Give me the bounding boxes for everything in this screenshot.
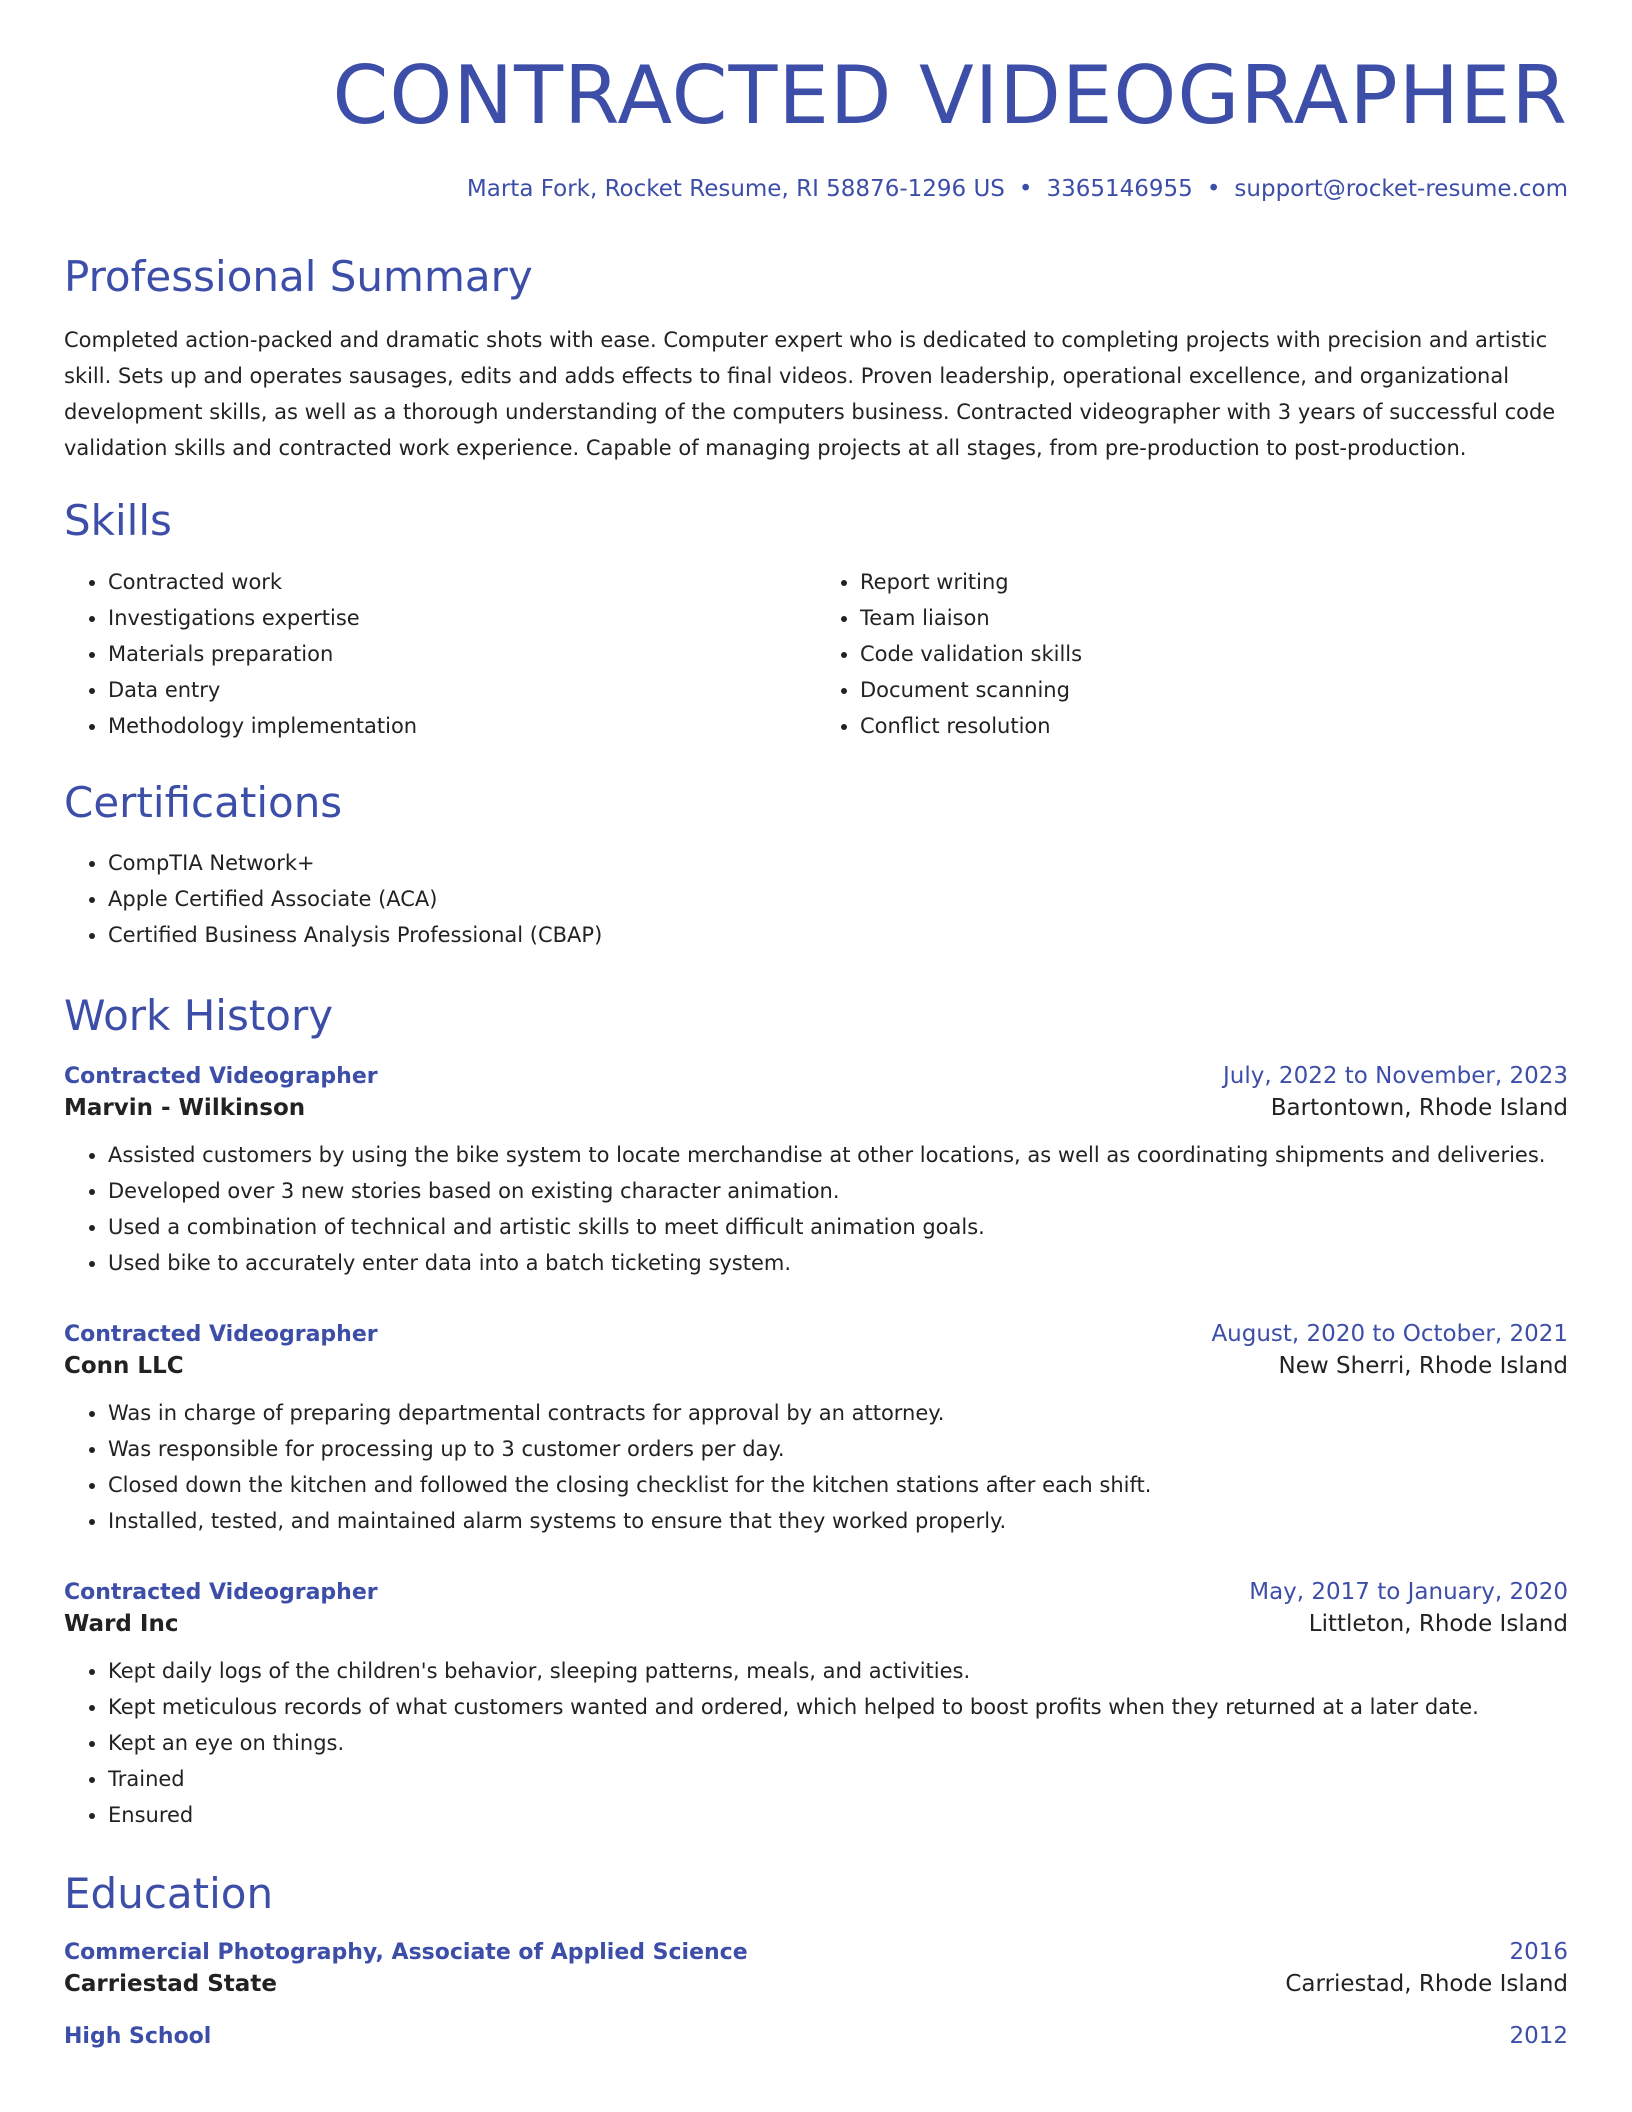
skill-item: • Report writing xyxy=(860,564,1568,600)
contact-address: Marta Fork, Rocket Resume, RI 58876-1296 US xyxy=(466,176,1005,202)
job-bullet: • Kept daily logs of the children's behavior, sleeping patterns, meals, and activities. xyxy=(108,1653,1568,1689)
job-title: Contracted Videographer xyxy=(64,1579,378,1605)
skill-item: • Code validation skills xyxy=(860,636,1568,672)
education-school-row xyxy=(64,1971,1568,1997)
summary-section xyxy=(64,254,1568,466)
job-location: Bartontown, Rhode Island xyxy=(1270,1094,1568,1121)
job-title: Contracted Videographer xyxy=(64,1063,378,1089)
skill-item: • Document scanning xyxy=(860,672,1568,708)
job-bullets xyxy=(64,1137,1568,1281)
certifications-heading: Certifications xyxy=(64,778,343,828)
education-school: Carriestad State xyxy=(64,1970,277,1997)
skill-item: • Materials preparation xyxy=(108,636,816,672)
skills-section xyxy=(64,498,1568,744)
job-bullet: • Trained xyxy=(108,1761,1568,1797)
job-title: Contracted Videographer xyxy=(64,1321,378,1347)
job-company-row xyxy=(64,1611,1568,1637)
skills-right-list xyxy=(816,564,1568,744)
education-year: 2012 xyxy=(1509,2022,1568,2049)
skill-item: • Conflict resolution xyxy=(860,708,1568,744)
job-bullet: • Kept meticulous records of what customers wanted and ordered, which helped to boost profits when they returned at a later date. xyxy=(108,1689,1568,1725)
job-header-row xyxy=(64,1579,1568,1605)
contact-separator: • xyxy=(1018,176,1033,202)
job-company: Ward Inc xyxy=(64,1610,179,1637)
job-location: New Sherri, Rhode Island xyxy=(1278,1352,1568,1379)
skill-item: • Data entry xyxy=(108,672,816,708)
contact-line xyxy=(64,176,1568,202)
job-dates: August, 2020 to October, 2021 xyxy=(1211,1320,1568,1347)
resume-header xyxy=(64,0,1568,202)
certifications-section xyxy=(64,780,1568,952)
skill-item: • Investigations expertise xyxy=(108,600,816,636)
education-location: Carriestad, Rhode Island xyxy=(1285,1970,1568,1997)
job-bullets xyxy=(64,1653,1568,1833)
job-header-row xyxy=(64,1321,1568,1347)
education-year: 2016 xyxy=(1509,1938,1568,1965)
job-bullet: • Developed over 3 new stories based on existing character animation. xyxy=(108,1173,1568,1209)
summary-text: Completed action-packed and dramatic shots with ease. Computer expert who is dedicated to completing projects with precision and artistic skill. Sets up and operates sausages, edits and adds effects to final videos. Proven leadership, operational excellence, and organizational development skills, as well as a thorough understanding of the computers business. Contracted videographer with 3 years of successful code validation skills and contracted work experience. Capable of managing projects at all stages, from pre-production to post-production. xyxy=(64,328,1556,461)
contact-separator: • xyxy=(1206,176,1221,202)
education-header-row xyxy=(64,1939,1568,1965)
skill-item: • Methodology implementation xyxy=(108,708,816,744)
job-entry xyxy=(64,1579,1568,1833)
job-bullet: • Ensured xyxy=(108,1797,1568,1833)
job-dates: July, 2022 to November, 2023 xyxy=(1222,1062,1568,1089)
job-entry xyxy=(64,1063,1568,1281)
job-bullet: • Assisted customers by using the bike system to locate merchandise at other locations, as well as coordinating shipments and deliveries. xyxy=(108,1137,1568,1173)
certification-item: • Certified Business Analysis Professional (CBAP) xyxy=(108,917,1568,953)
job-bullet: • Was responsible for processing up to 3 customer orders per day. xyxy=(108,1431,1568,1467)
job-entry xyxy=(64,1321,1568,1539)
job-bullet: • Used a combination of technical and artistic skills to meet difficult animation goals. xyxy=(108,1209,1568,1245)
certification-item: • CompTIA Network+ xyxy=(108,845,1568,881)
education-heading: Education xyxy=(64,1868,274,1918)
job-bullet: • Was in charge of preparing departmental contracts for approval by an attorney. xyxy=(108,1395,1568,1431)
job-company-row xyxy=(64,1095,1568,1121)
education-degree: High School xyxy=(64,2023,212,2049)
contact-email[interactable]: support@rocket-resume.com xyxy=(1234,176,1568,202)
contact-phone: 3365146955 xyxy=(1046,176,1193,202)
job-bullet: • Kept an eye on things. xyxy=(108,1725,1568,1761)
job-header-row xyxy=(64,1063,1568,1089)
resume-title: CONTRACTED VIDEOGRAPHER xyxy=(332,49,1568,142)
education-entry xyxy=(64,1939,1568,1997)
job-company-row xyxy=(64,1353,1568,1379)
job-bullet: • Used bike to accurately enter data into a batch ticketing system. xyxy=(108,1245,1568,1281)
job-dates: May, 2017 to January, 2020 xyxy=(1249,1578,1568,1605)
education-section xyxy=(64,1868,1568,2049)
job-company: Conn LLC xyxy=(64,1352,184,1379)
job-bullet: • Installed, tested, and maintained alarm systems to ensure that they worked properly. xyxy=(108,1503,1568,1539)
education-entry xyxy=(64,2023,1568,2049)
skill-item: • Contracted work xyxy=(108,564,816,600)
job-company: Marvin - Wilkinson xyxy=(64,1094,306,1121)
summary-heading: Professional Summary xyxy=(64,252,533,301)
education-header-row xyxy=(64,2023,1568,2049)
work-history-section xyxy=(64,990,1568,1833)
certification-item: • Apple Certified Associate (ACA) xyxy=(108,881,1568,917)
job-bullets xyxy=(64,1395,1568,1539)
work-history-heading: Work History xyxy=(64,990,334,1040)
education-degree: Commercial Photography, Associate of Applied Science xyxy=(64,1939,748,1965)
skills-grid xyxy=(64,564,1568,744)
skills-heading: Skills xyxy=(64,496,172,546)
job-bullet: • Closed down the kitchen and followed the closing checklist for the kitchen stations after each shift. xyxy=(108,1467,1568,1503)
skill-item: • Team liaison xyxy=(860,600,1568,636)
skills-left-list xyxy=(64,564,816,744)
job-location: Littleton, Rhode Island xyxy=(1308,1610,1568,1637)
certifications-list xyxy=(64,845,1568,953)
